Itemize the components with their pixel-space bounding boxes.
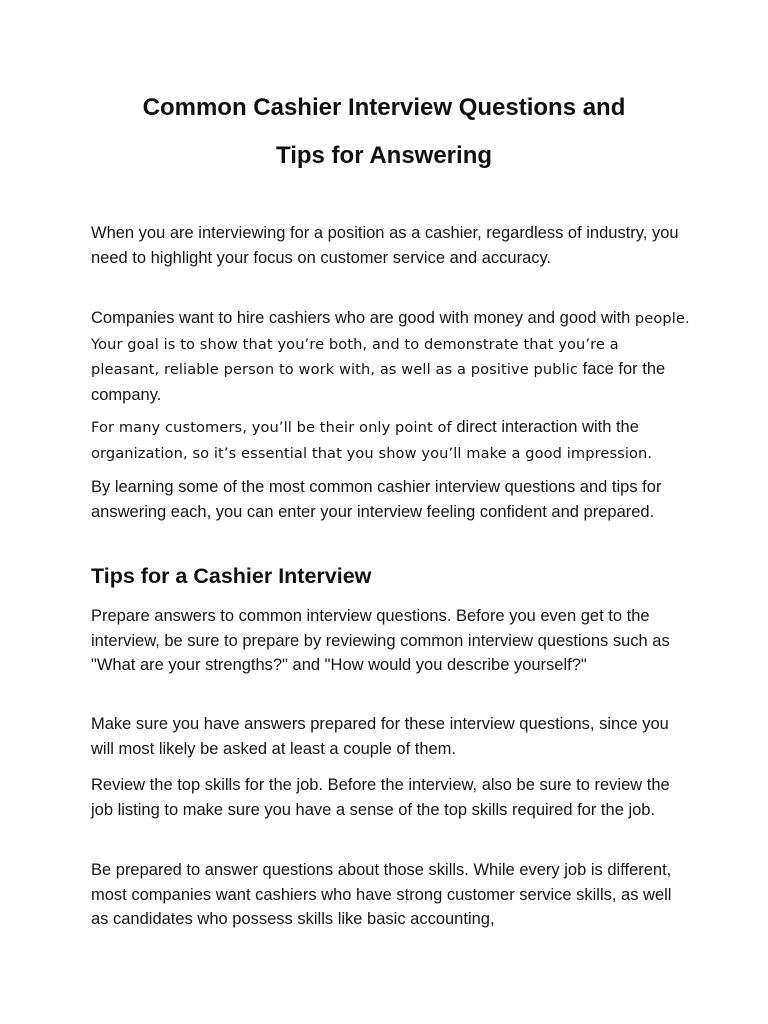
paragraph-companies-part-1: Companies want to hire cashiers who are good with money and good with bbox=[91, 309, 635, 327]
paragraph-customers-part-2: direct interaction with the bbox=[451, 418, 639, 436]
paragraph-companies-part-2: people. Your goal is to show that you’re both, and to demonstrate that you’re a pleasant, reliable person to work with, as well as a positive public bbox=[91, 310, 690, 378]
paragraph-prepare-answers: Prepare answers to common interview questions. Before you even get to the interview, be sure to prepare by reviewing common interview questions such as "What are your strengths?" and "How would you describe yourself?" bbox=[91, 607, 670, 674]
paragraph-be-prepared: Be prepared to answer questions about those skills. While every job is different, most companies want cashiers who have strong customer service skills, as well as candidates who possess skills like basic accounting, bbox=[91, 861, 672, 928]
paragraph-companies bbox=[91, 306, 691, 407]
paragraph-customers-part-3: organization, so it’s essential that you show you’ll make a good impression. bbox=[91, 444, 653, 462]
document-title-line-2: Tips for Answering bbox=[275, 142, 493, 169]
paragraph-review-skills: Review the top skills for the job. Before the interview, also be sure to review the job listing to make sure you have a sense of the top skills required for the job. bbox=[91, 776, 670, 819]
paragraph-intro: When you are interviewing for a position as a cashier, regardless of industry, you need to highlight your focus on customer service and accuracy. bbox=[91, 224, 679, 267]
paragraph-customers bbox=[91, 415, 691, 466]
paragraph-customers-part-1: For many customers, you’ll be their only point of bbox=[91, 419, 452, 436]
document-title-line-1: Common Cashier Interview Questions and bbox=[142, 94, 626, 121]
section-heading: Tips for a Cashier Interview bbox=[91, 564, 372, 588]
paragraph-make-sure: Make sure you have answers prepared for these interview questions, since you will most likely be asked at least a couple of them. bbox=[91, 715, 669, 758]
paragraph-companies-part-3: face for the company. bbox=[91, 360, 666, 404]
paragraph-learning: By learning some of the most common cashier interview questions and tips for answering each, you can enter your interview feeling confident and prepared. bbox=[91, 478, 662, 521]
